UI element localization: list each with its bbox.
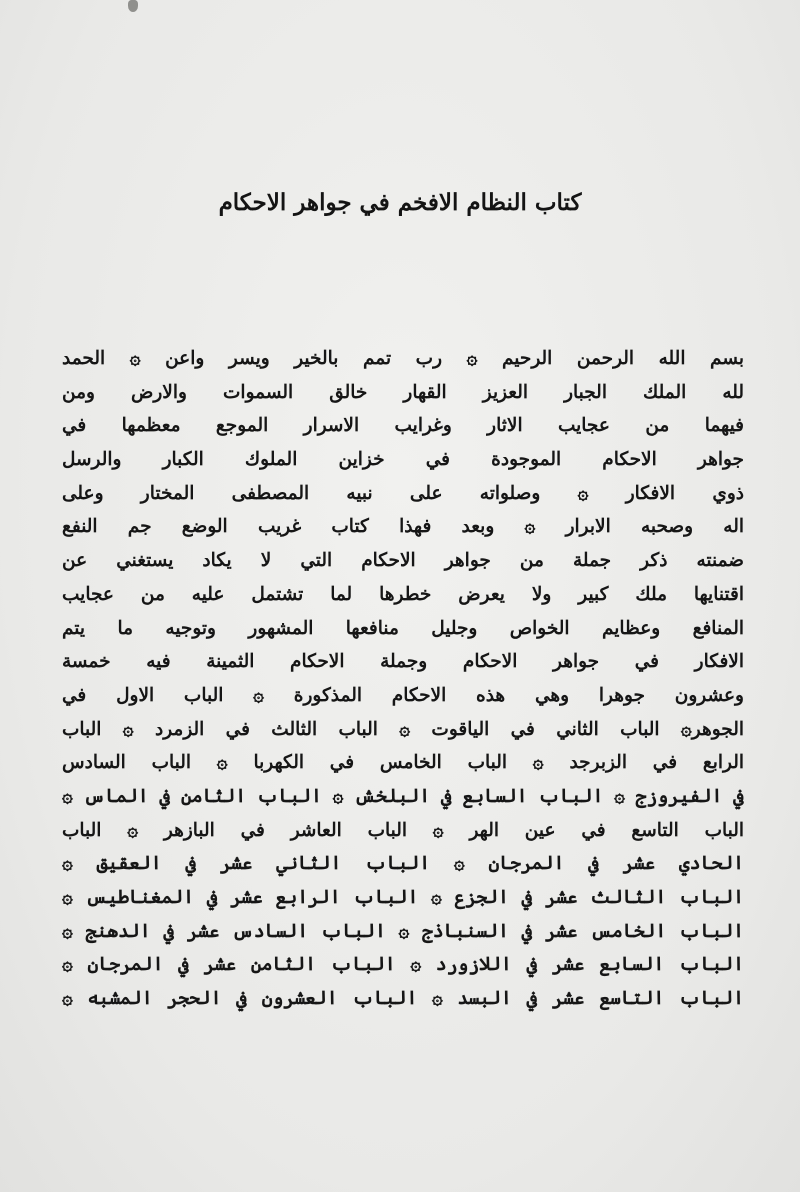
text-line: ضمنته ذكر جملة من جواهر الاحكام التي لا يكاد يستغني عن: [62, 550, 744, 572]
text-line: الرابع في الزبرجد ۞ الباب الخامس في الكهربا ۞ الباب السادس: [62, 752, 744, 774]
text-line: بسم الله الرحمن الرحيم ۞ رب تمم بالخير ويسر واعن ۞ الحمد: [62, 348, 744, 369]
text-line: الافكار في جواهر الاحكام وجملة الاحكام الثمينة فيه خمسة: [62, 651, 744, 673]
text-line: الجوهر۞ الباب الثاني في الياقوت ۞ الباب الثالث في الزمرد ۞ الباب: [62, 718, 744, 740]
text-line: جواهر الاحكام الموجودة في خزاين الملوك الكبار والرسل: [62, 449, 744, 471]
ink-blot: [128, 0, 138, 12]
text-line: الباب التاسع في عين الهر ۞ الباب العاشر في البازهر ۞ الباب: [62, 819, 744, 841]
book-title: كتاب النظام الافخم في جواهر الاحكام: [218, 189, 582, 216]
text-line: الباب السابع عشر في اللازورد ۞ الباب الثامن عشر في المرجان ۞: [62, 954, 744, 976]
text-line: لله الملك الجبار العزيز القهار خالق السموات والارض ومن: [62, 381, 744, 403]
text-line: الباب الثالث عشر في الجزع ۞ الباب الرابع عشر في المغناطيس ۞: [62, 887, 744, 908]
text-line: اله وصحبه الابرار ۞ وبعد فهذا كتاب غريب الوضع جم النفع: [62, 516, 744, 538]
manuscript-text: [62, 342, 744, 1016]
text-line: المنافع وعظايم الخواص وجليل منافعها المشهور وتوجيه ما يتم: [62, 617, 744, 639]
text-line: اقتنايها ملك كبير ولا يعرض خطرها لما تشتمل عليه من عجايب: [62, 583, 744, 605]
text-line: الحادي عشر في المرجان ۞ الباب الثاني عشر في العقيق ۞: [62, 853, 744, 875]
text-line: فيهما من عجايب الاثار وغرايب الاسرار الموجع معظمها في: [62, 415, 744, 437]
text-line: وعشرون جوهرا وهي هذه الاحكام المذكورة ۞ الباب الاول في: [62, 684, 744, 706]
text-line: في الفيروزج ۞ الباب السابع في البلخش ۞ الباب الثامن في الماس ۞: [62, 785, 744, 807]
text-line: ذوي الافكار ۞ وصلواته على نبيه المصطفى المختار وعلى: [62, 482, 744, 504]
text-line: الباب التاسع عشر في البسد ۞ الباب العشرون في الحجر المشبه ۞: [62, 988, 744, 1010]
text-line: الباب الخامس عشر في السنباذج ۞ الباب السادس عشر في الدهنج ۞: [62, 920, 744, 942]
